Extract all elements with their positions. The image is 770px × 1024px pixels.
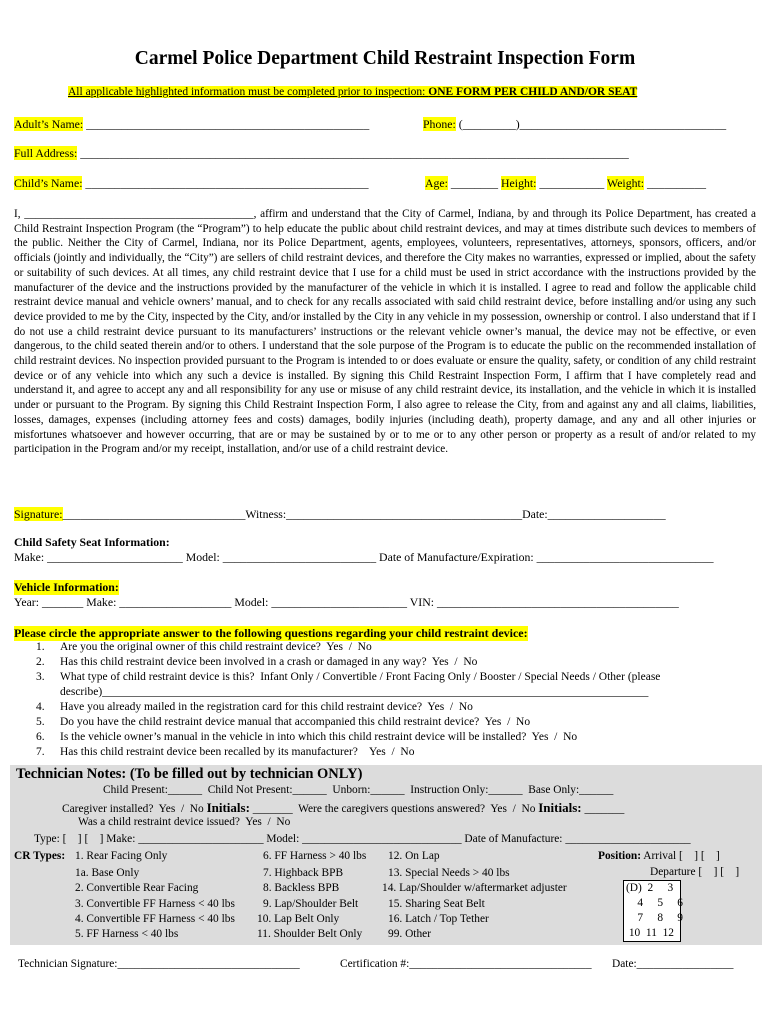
cr-type-item: 4. Convertible FF Harness < 40 lbs [75, 913, 235, 925]
position-arrival[interactable] [598, 850, 720, 862]
age-label: Age: [425, 176, 448, 190]
weight-line: __________ [644, 176, 706, 190]
witness-line: ________________________________________ [286, 507, 523, 521]
signature-row[interactable] [14, 507, 666, 522]
technician-signature-field[interactable]: Technician Signature:________________________________ [18, 958, 300, 970]
age-height-weight-fields[interactable] [425, 176, 706, 191]
question-text: Has this child restraint device been recalled by its manufacturer? Yes / No [60, 746, 415, 758]
question-item[interactable] [14, 745, 756, 760]
vehicle-vin: VIN: _________________________________________ [407, 595, 679, 609]
question-number: 5. [36, 716, 45, 728]
grid-row: 7 8 9 [626, 912, 683, 924]
seat-model: Model: __________________________ [182, 550, 377, 564]
cr-type-item: 14. Lap/Shoulder w/aftermarket adjuster [382, 882, 567, 894]
full-address-field[interactable] [14, 146, 629, 161]
phone-field[interactable] [423, 117, 726, 132]
question-text: Have you already mailed in the registration card for this child restraint device? Yes / No [60, 701, 473, 713]
tech-device-issued-line[interactable]: Was a child restraint device issued? Yes / No [78, 816, 291, 828]
height-line: ___________ [536, 176, 607, 190]
caregiver-installed-text: Caregiver installed? Yes / No [62, 803, 207, 815]
question-text: describe)_______________________________________________________________________________________________ [60, 686, 649, 698]
signature-line: _______________________________ [62, 507, 246, 521]
question-text: What type of child restraint device is this? Infant Only / Convertible / Front Facing Only / Booster / Special Needs / Other (please [60, 671, 661, 683]
phone-line: (_________)___________________________________ [455, 117, 727, 131]
cr-type-item: 1. Rear Facing Only [75, 850, 168, 862]
question-number: 4. [36, 701, 45, 713]
question-number: 6. [36, 731, 45, 743]
vehicle-model: Model: _______________________ [231, 595, 408, 609]
certification-field[interactable]: Certification #:________________________________ [340, 958, 592, 970]
adult-name-field[interactable] [14, 117, 369, 132]
vehicle-year-make: Year: _______ Make: ___________________ [14, 595, 232, 609]
grid-row: 10 11 12 [626, 927, 674, 939]
child-name-field[interactable] [14, 176, 369, 191]
questions-answered-text: _______ Were the caregivers questions answered? Yes / No [249, 803, 539, 815]
date-line: ____________________ [547, 507, 666, 521]
cr-type-item: 99. Other [388, 928, 432, 940]
vehicle-info-row[interactable] [14, 595, 679, 610]
question-item[interactable] [14, 730, 756, 745]
cr-type-item: 3. Convertible FF Harness < 40 lbs [75, 898, 235, 910]
signature-label: Signature: [14, 507, 63, 521]
technician-notes-title: Technician Notes: (To be filled out by technician ONLY) [16, 766, 363, 782]
question-item[interactable] [14, 685, 756, 700]
vehicle-info-heading: Vehicle Information: [14, 580, 119, 594]
question-text: Has this child restraint device been involved in a crash or damaged in any way? Yes / No [60, 656, 478, 668]
full-address-line: _____________________________________________________________________________________________ [77, 146, 629, 160]
seat-info-heading: Child Safety Seat Information: [14, 535, 170, 549]
form-notice [68, 86, 637, 98]
waiver-paragraph: I, _________________________________________, affirm and understand that the City of Carmel, Indiana, by and through its Police Department, has created a Child Restraint Inspection Program (the “Program”) to help educate the public about child restraint devices, and may at times distribute such devices to members of the public. Neither the City of Carmel, Indiana, nor its Police Department, agents, employees, volunteers, representatives, attorneys, sponsors, officers, and/or officials (jointly and individually, the “City”) are sellers of child restraint devices, and therefore the City makes no warranties, expressed or implied, about the safety or suitability of such devices. At all times, any child restraint device that I use for a child must be used in strict accordance with the instructions provided by the manufacturer of the device and the instructions provided by the manufacturer of the vehicle in which it is installed. I agree to read and follow the applicable child restraint device manual and vehicle owners’ manual, and to check for any recalls associated with said child restraint device, before installing and/or using any such device provided to me by the City, inspected by the City, and/or installed by the City in any vehicle in my possession, ownership or control. I also understand that if I do not use a child restraint device pursuant to its manufacturers’ instructions or the relevant vehicle owner’s manual, the device may not be effective, or even dangerous, to the child seated therein and/or to others. I understand that the sole purpose of the Program is to educate the public on the recommended installation of child restraint devices. No inspection provided pursuant to the Program is intended to or does evaluate or ensure the quality, safety, or condition of any child restraint device or of any vehicle into which any such a device is installed. By signing this Child Restraint Inspection Form, I affirm that I have completely read and understand it, and agree to accept any and all responsibility for any use or misuse of any child restraint device, its installation, and the vehicle in which it is installed under or pursuant to the Program. By signing this Child Restraint Inspection Form, I also agree to release the City, from and against any and all claims, liabilities, losses, damages, expenses (including attorney fees and costs) damages, bodily injuries (including death), property damage, and any and all other injuries or misfortunes whatsoever and however occurring, that are or may be sustained by or to me or to any other person or property as a result of and/or related to my participation in the Program and/or my receipt, installation, and/or use of a child restraint device. [14, 208, 756, 456]
question-text: Do you have the child restraint device manual that accompanied this child restraint device? Yes / No [60, 716, 531, 728]
questions-list [14, 640, 756, 760]
question-item[interactable] [14, 715, 756, 730]
cr-type-item: 7. Highback BPB [263, 867, 344, 879]
cr-type-item: 10. Lap Belt Only [257, 913, 340, 925]
weight-label: Weight: [607, 176, 645, 190]
initials-label: Initials: [206, 800, 250, 815]
height-label: Height: [501, 176, 537, 190]
seat-info-row[interactable] [14, 550, 714, 565]
question-number: 1. [36, 641, 45, 653]
tech-presence-line[interactable]: Child Present:______ Child Not Present:______ Unborn:______ Instruction Only:______ Base Only:______ [103, 784, 614, 796]
grid-row: (D) 2 3 [626, 882, 674, 894]
initials-line: _______ [581, 803, 625, 815]
cr-types-label: CR Types: [14, 850, 66, 862]
form-title: Carmel Police Department Child Restraint Inspection Form [134, 48, 636, 69]
questions-heading: Please circle the appropriate answer to the following questions regarding your child restraint device: [14, 626, 528, 640]
position-label: Position: [598, 850, 642, 862]
notice-emphasis: ONE FORM PER CHILD AND/OR SEAT [428, 86, 638, 98]
child-name-label: Child’s Name: [14, 176, 83, 190]
adult-name-line: ________________________________________________ [83, 117, 370, 131]
seat-date-of-manufacture: Date of Manufacture/Expiration: ______________________________ [376, 550, 714, 564]
cr-type-item: 2. Convertible Rear Facing [75, 882, 199, 894]
initials-label: Initials: [538, 800, 582, 815]
tech-type-line[interactable]: Type: [ ] [ ] Make: ______________________ Model: ____________________________ Date of Manufacture: ______________________ [34, 833, 691, 845]
cr-type-item: 12. On Lap [388, 850, 440, 862]
full-address-label: Full Address: [14, 146, 78, 160]
question-number: 7. [36, 746, 45, 758]
cr-type-item: 9. Lap/Shoulder Belt [263, 898, 359, 910]
age-line: ________ [447, 176, 502, 190]
cr-type-item: 8. Backless BPB [263, 882, 340, 894]
adult-name-label: Adult’s Name: [14, 117, 84, 131]
question-item[interactable] [14, 655, 756, 670]
question-item[interactable] [14, 670, 756, 685]
arrival-boxes: Arrival [ ] [ ] [641, 850, 720, 862]
grid-row: 4 5 6 [626, 897, 683, 909]
seat-position-grid[interactable] [623, 880, 681, 942]
question-text: Are you the original owner of this child restraint device? Yes / No [60, 641, 372, 653]
cr-type-item: 1a. Base Only [75, 867, 140, 879]
child-name-line: ________________________________________________ [82, 176, 369, 190]
witness-label: Witness: [245, 507, 287, 521]
notice-text: All applicable highlighted information must be completed prior to inspection: [68, 86, 429, 98]
cr-type-item: 15. Sharing Seat Belt [388, 898, 485, 910]
cr-type-item: 5. FF Harness < 40 lbs [75, 928, 179, 940]
cr-type-item: 11. Shoulder Belt Only [257, 928, 363, 940]
cr-type-item: 16. Latch / Top Tether [388, 913, 489, 925]
position-departure[interactable]: Departure [ ] [ ] [650, 866, 740, 878]
technician-date-field[interactable]: Date:_________________ [612, 958, 734, 970]
seat-make: Make: _______________________ [14, 550, 183, 564]
question-text: Is the vehicle owner’s manual in the vehicle in into which this child restraint device will be installed? Yes / No [60, 731, 578, 743]
phone-label: Phone: [423, 117, 456, 131]
date-label: Date: [522, 507, 548, 521]
cr-type-item: 13. Special Needs > 40 lbs [388, 867, 510, 879]
question-number: 3. [36, 671, 45, 683]
cr-type-item: 6. FF Harness > 40 lbs [263, 850, 367, 862]
question-item[interactable] [14, 700, 756, 715]
question-number: 2. [36, 656, 45, 668]
tech-caregiver-line[interactable] [62, 800, 624, 816]
question-item[interactable] [14, 640, 756, 655]
